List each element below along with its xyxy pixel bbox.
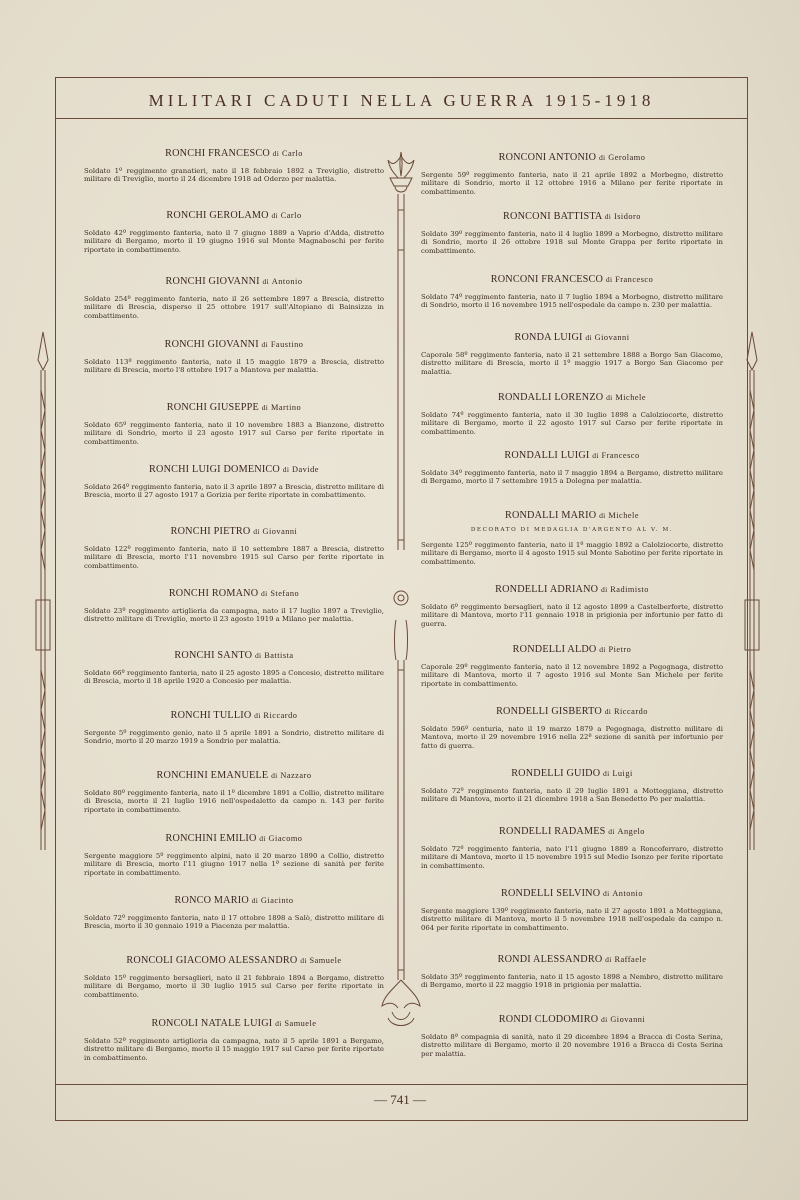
entry-name: RONCONI ANTONIO di Gerolamo [498, 152, 646, 163]
entry-name: RONCHI ROMANO di Stefano [168, 588, 300, 599]
entry-text: Soldato 65º reggimento fanteria, nato il 10 novembre 1883 a Bianzone, distretto militare di Sondrio, morto il 23 agosto 1917 sul Carso per ferite riportate in combattimento. [84, 421, 384, 446]
entry-name: RONCONI FRANCESCO di Francesco [490, 274, 654, 285]
entry-name: RONDALLI LUIGI di Francesco [504, 450, 640, 461]
list-item [421, 768, 723, 804]
entry-text: Soldato 72º reggimento fanteria, nato il 17 ottobre 1898 a Salò, distretto militare di Brescia, morto il 30 gennaio 1919 a Piacenza per malattia. [84, 914, 384, 931]
title-bar [55, 77, 748, 119]
entry-text: Soldato 264º reggimento fanteria, nato il 3 aprile 1897 a Brescia, distretto militare di Brescia, morto il 27 agosto 1917 a Gorizia per ferite riportate in combattimento. [84, 483, 384, 500]
list-item [421, 152, 723, 196]
entry-text: Soldato 66º reggimento fanteria, nato il 25 agosto 1895 a Concesio, distretto militare di Brescia, morto il 18 aprile 1920 a Concesio per malattia. [84, 669, 384, 686]
list-item [421, 706, 723, 750]
entry-name: RONCO MARIO di Giacinto [174, 895, 294, 906]
list-item [421, 954, 723, 990]
entry-text: Soldato 596ª centuria, nato il 19 marzo 1879 a Pegognaga, distretto militare di Mantova, morto il 29 novembre 1916 nella 22ª sezione di sanità per infortunio per fatto di guerra. [421, 725, 723, 750]
entry-text: Sergente 125º reggimento fanteria, nato il 1º maggio 1892 a Calolziocorte, distretto militare di Bergamo, morto il 4 agosto 1915 sul Monte Sabotino per ferite riportate in combattimento. [421, 541, 723, 566]
entry-text: Sergente 59º reggimento fanteria, nato il 21 aprile 1892 a Morbegno, distretto militare di Sondrio, morto il 12 ottobre 1916 a Milano per ferite riportate in combattimento. [421, 171, 723, 196]
list-item [421, 644, 723, 688]
entry-name: RONDALLI MARIO di Michele [504, 510, 640, 521]
entry-name: RONDELLI ADRIANO di Radimisto [495, 584, 649, 595]
list-item [84, 650, 384, 686]
list-item [84, 148, 384, 184]
entry-name: RONCHI LUIGI DOMENICO di Davide [149, 464, 319, 475]
entry-name: RONDELLI GISBERTO di Riccardo [496, 706, 648, 717]
entry-text: Soldato 74º reggimento fanteria, nato il 30 luglio 1898 a Calolziocorte, distretto militare di Bergamo, morto il 22 agosto 1917 sul Carso per ferite riportate in combattimento. [421, 411, 723, 436]
entry-name: RONCONI BATTISTA di Isidoro [503, 211, 641, 222]
entry-text: Soldato 80º reggimento fanteria, nato il 1º dicembre 1891 a Collio, distretto militare di Brescia, morto il 21 luglio 1916 nell'ospedaletto da campo n. 143 per ferite riportate in combattimento. [84, 789, 384, 814]
entry-name: RONDELLI GUIDO di Luigi [511, 768, 633, 779]
list-item [84, 526, 384, 570]
entry-text: Soldato 74º reggimento fanteria, nato il 7 luglio 1894 a Morbegno, distretto militare di Sondrio, morto il 16 novembre 1915 nell'ospedale da campo n. 230 per malattia. [421, 293, 723, 310]
entry-name: RONCHI FRANCESCO di Carlo [165, 148, 303, 159]
entry-name: RONCOLI GIACOMO ALESSANDRO di Samuele [126, 955, 342, 966]
entry-text: Soldato 52º reggimento artiglieria da campagna, nato il 5 aprile 1891 a Bergamo, distretto militare di Bergamo, morto il 15 maggio 1917 sul Carso per ferite riportate in combattimento. [84, 1037, 384, 1062]
list-item [84, 588, 384, 624]
entry-text: Soldato 39º reggimento fanteria, nato il 4 luglio 1899 a Morbegno, distretto militare di Sondrio, morto il 26 ottobre 1918 sul Monte Grappa per ferite riportate in combattimento. [421, 230, 723, 255]
entry-name: RONCHI GIOVANNI di Antonio [165, 276, 303, 287]
list-item [421, 510, 723, 566]
right-lance-ornament [737, 330, 767, 860]
list-item [421, 274, 723, 310]
entry-name: RONDI ALESSANDRO di Raffaele [497, 954, 647, 965]
entry-text: Sergente 5º reggimento genio, nato il 5 aprile 1891 a Sondrio, distretto militare di Sondrio, morto il 20 marzo 1919 a Sondrio per malattia. [84, 729, 384, 746]
entry-name: RONCHI TULLIO di Riccardo [170, 710, 298, 721]
list-item [421, 888, 723, 932]
entry-text: Soldato 42º reggimento fanteria, nato il 7 giugno 1889 a Vaprio d'Adda, distretto militare di Bergamo, morto il 19 giugno 1916 sul Monte Magnaboschi per ferite riportate in combattimento. [84, 229, 384, 254]
list-item [84, 339, 384, 375]
entry-name: RONDI CLODOMIRO di Giovanni [498, 1014, 646, 1025]
list-item [84, 710, 384, 746]
entry-name: RONDELLI SELVINO di Antonio [500, 888, 644, 899]
entry-text: Soldato 6º reggimento bersaglieri, nato il 12 agosto 1899 a Castelberforte, distretto militare di Mantova, morto l'11 gennaio 1918 in prigionia per infortunio per fatto di guerra. [421, 603, 723, 628]
footer-rule [55, 1084, 748, 1085]
list-item [421, 1014, 723, 1058]
entry-name: RONCHI GIOVANNI di Faustino [164, 339, 304, 350]
entry-text: Soldato 72º reggimento fanteria, nato l'11 giugno 1889 a Roncoferraro, distretto militare di Mantova, morto il 15 novembre 1915 sul Medio Isonzo per ferite riportate in combattimento. [421, 845, 723, 870]
entry-name: RONCHINI EMILIO di Giacomo [165, 833, 303, 844]
list-item [421, 584, 723, 628]
list-item [421, 332, 723, 376]
entry-text: Soldato 1º reggimento granatieri, nato il 18 febbraio 1892 a Treviglio, distretto militare di Treviglio, morto il 24 dicembre 1918 ad Oderzo per malattia. [84, 167, 384, 184]
page-title: MILITARI CADUTI NELLA GUERRA 1915-1918 [148, 91, 655, 110]
entry-text: Soldato 23º reggimento artiglieria da campagna, nato il 17 luglio 1897 a Treviglio, distretto militare di Treviglio, morto il 23 agosto 1919 a Milano per malattia. [84, 607, 384, 624]
list-item [421, 392, 723, 436]
entry-text: Caporale 58º reggimento fanteria, nato il 21 settembre 1888 a Borgo San Giacomo, distretto militare di Brescia, morto il 1º maggio 1917 a Borgo San Giacomo per malattia. [421, 351, 723, 376]
list-item [84, 464, 384, 500]
entry-name: RONCHI GIUSEPPE di Martino [166, 402, 302, 413]
list-item [84, 955, 384, 999]
entry-name: RONCHI PIETRO di Giovanni [170, 526, 298, 537]
list-item [84, 895, 384, 931]
list-item [84, 210, 384, 254]
list-item [84, 833, 384, 877]
entry-text: Caporale 29º reggimento fanteria, nato il 12 novembre 1892 a Pegognaga, distretto militare di Mantova, morto il 7 agosto 1916 sul Monte San Michele per ferite riportate in combattimento. [421, 663, 723, 688]
entry-text: Soldato 34º reggimento fanteria, nato il 7 maggio 1894 a Bergamo, distretto militare di Bergamo, morto il 7 settembre 1915 a Dolegna per malattia. [421, 469, 723, 486]
entry-name: RONCHINI EMANUELE di Nazzaro [156, 770, 312, 781]
entry-text: Soldato 15º reggimento bersaglieri, nato il 21 febbraio 1894 a Bergamo, distretto militare di Bergamo, morto il 30 luglio 1915 sul Carso per ferite riportate in combattimento. [84, 974, 384, 999]
list-item [84, 402, 384, 446]
decoration-note: DECORATO DI MEDAGLIA D'ARGENTO AL V. M. [470, 527, 674, 533]
entry-text: Sergente maggiore 5º reggimento alpini, nato il 20 marzo 1890 a Collio, distretto militare di Brescia, morto l'11 giugno 1917 nella 1ª sezione di sanità per ferite riportate in combattimento. [84, 852, 384, 877]
entry-text: Soldato 72º reggimento fanteria, nato il 29 luglio 1891 a Motteggiana, distretto militare di Mantova, morto il 21 dicembre 1918 a San Benedetto Po per malattia. [421, 787, 723, 804]
list-item [84, 770, 384, 814]
left-lance-ornament [28, 330, 58, 860]
entry-name: RONDELLI RADAMES di Angelo [499, 826, 645, 837]
entry-text: Sergente maggiore 139º reggimento fanteria, nato il 27 agosto 1891 a Motteggiana, distretto militare di Mantova, morto il 5 novembre 1918 nell'ospedale da campo n. 064 per ferite riportate in combattimento. [421, 907, 723, 932]
ornamental-divider [378, 150, 424, 1040]
list-item [84, 1018, 384, 1062]
list-item [421, 826, 723, 870]
entry-name: RONCHI SANTO di Battista [174, 650, 294, 661]
entry-name: RONDA LUIGI di Giovanni [514, 332, 630, 343]
entry-text: Soldato 254º reggimento fanteria, nato il 26 settembre 1897 a Brescia, distretto militare di Brescia, disperso il 25 ottobre 1917 sull'Altopiano di Bainsizza in combattimento. [84, 295, 384, 320]
list-item [421, 211, 723, 255]
list-item [421, 450, 723, 486]
entry-name: RONCOLI NATALE LUIGI di Samuele [151, 1018, 317, 1029]
list-item [84, 276, 384, 320]
entry-name: RONCHI GEROLAMO di Carlo [166, 210, 302, 221]
entry-text: Soldato 122º reggimento fanteria, nato il 10 settembre 1887 a Brescia, distretto militare di Brescia, morto l'11 novembre 1915 sul Carso per ferite riportate in combattimento. [84, 545, 384, 570]
page-number: — 741 — [374, 1092, 426, 1107]
entry-text: Soldato 8ª compagnia di sanità, nato il 29 dicembre 1894 a Bracca di Costa Serina, distretto militare di Bergamo, morto il 20 novembre 1916 a Bracca di Costa Serina per malattia. [421, 1033, 723, 1058]
entry-name: RONDALLI LORENZO di Michele [497, 392, 647, 403]
entry-text: Soldato 113º reggimento fanteria, nato il 15 maggio 1879 a Brescia, distretto militare di Brescia, morto l'8 ottobre 1917 a Mantova per malattia. [84, 358, 384, 375]
entry-text: Soldato 35º reggimento fanteria, nato il 15 agosto 1898 a Nembro, distretto militare di Bergamo, morto il 22 maggio 1918 in prigionia per malattia. [421, 973, 723, 990]
entry-name: RONDELLI ALDO di Pietro [512, 644, 632, 655]
